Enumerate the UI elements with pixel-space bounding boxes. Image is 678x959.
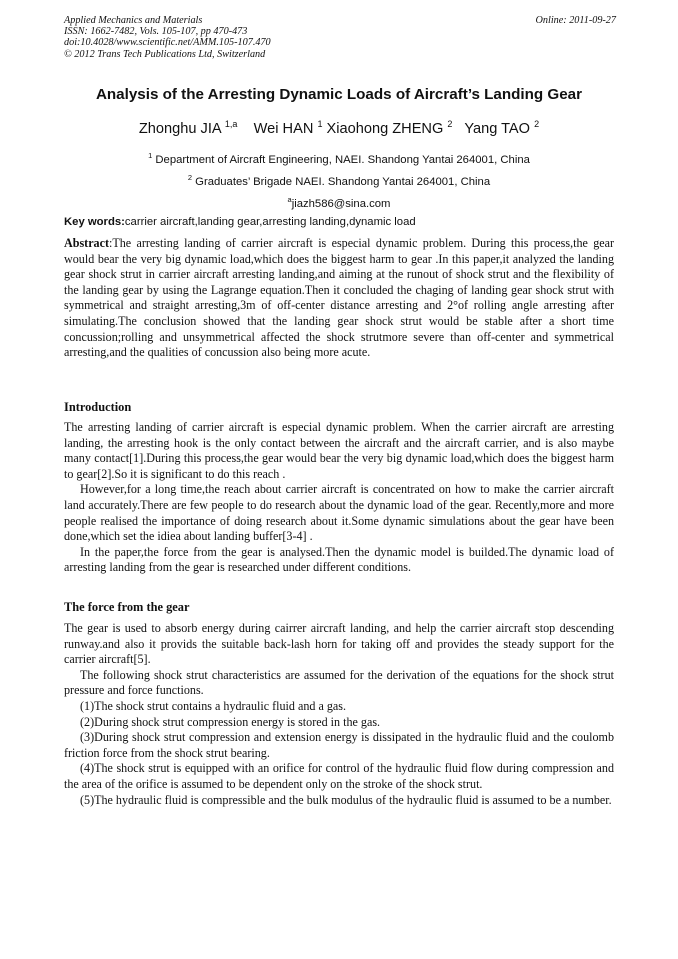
paragraph: The gear is used to absorb energy during cairrer aircraft landing, and help the carrier aircraft stop descending runway.and also it provids the suitable back-lash horn for taking off and provides the steady support for the carrier aircraft[5]. xyxy=(64,621,614,667)
assumption-item: (1)The shock strut contains a hydraulic fluid and a gas. xyxy=(80,698,346,713)
paragraph: The following shock strut characteristics are assumed for the derivation of the equations for the shock strut pressure and force functions. xyxy=(64,667,614,698)
author-name: Zhonghu JIA xyxy=(138,121,221,137)
assumption-item: (2)During shock strut compression energy is stored in the gas. xyxy=(80,714,381,729)
journal-name: Applied Mechanics and Materials xyxy=(64,15,203,26)
author-name: Wei HAN xyxy=(253,121,314,137)
paper-title: Analysis of the Arresting Dynamic Loads of Aircraft’s Landing Gear xyxy=(95,86,583,103)
assumption-item: (4)The shock strut is equipped with an orifice for control of the hydraulic fluid flow during compression and the area of the orifice is assumed to be dependent only on the stroke of the shock strut. xyxy=(64,761,614,791)
online-date: Online: 2011-09-27 xyxy=(535,15,616,26)
force-section-body xyxy=(64,621,614,808)
assumption-item: (5)The hydraulic fluid is compressible and the bulk modulus of the hydraulic fluid is assumed to be a number. xyxy=(80,792,612,807)
keywords-label: Key words: xyxy=(64,216,125,228)
force-section-heading: The force from the gear xyxy=(64,600,190,614)
paragraph: The arresting landing of carrier aircraft is especial dynamic problem. When the carrier aircraft are arresting landing, the arresting hook is the only contact between the aircraft and the aircraft carrier, and is also maybe many contact[1].During this process,the gear would bear the very big dynamic load,which does the biggest harm to gear[2].So it is significant to do this reach . xyxy=(64,420,614,481)
affiliation-mark: 1 xyxy=(148,151,153,160)
assumption-item: (3)During shock strut compression and extension energy is dissipated in the hydraulic fluid and the coulomb friction force from the shock strut bearing. xyxy=(64,730,614,760)
abstract xyxy=(64,236,614,361)
author-affiliation-mark: 1 xyxy=(317,119,323,129)
keywords-text: carrier aircraft,landing gear,arresting landing,dynamic load xyxy=(124,216,416,228)
publication-header xyxy=(64,15,616,60)
copyright-line: © 2012 Trans Tech Publications Ltd, Switzerland xyxy=(64,48,266,60)
introduction-heading: Introduction xyxy=(64,400,132,414)
author-affiliation-mark: 2 xyxy=(447,119,453,129)
email-mark: a xyxy=(287,195,292,204)
abstract-label: Abstract xyxy=(64,236,110,250)
paragraph: However,for a long time,the reach about carrier aircraft is concentrated on how to make the carrier aircraft land accurately.There are few people to do research about the dynamic load of the gear. Recently,more and more people realised the importance of doing research about it.Some dynamic simulations about the gear have been done,which set the idiea about landing buffer[3-4] . xyxy=(64,482,614,544)
author-email xyxy=(40,195,638,210)
doi-line: doi:10.4028/www.scientific.net/AMM.105-107.470 xyxy=(64,37,271,49)
affiliation-text: Graduates’ Brigade NAEI. Shandong Yantai 264001, China xyxy=(195,176,491,188)
affiliation-mark: 2 xyxy=(187,173,193,182)
author-name: Xiaohong ZHENG xyxy=(326,121,444,137)
introduction-body xyxy=(64,420,614,576)
affiliation-1 xyxy=(40,151,638,166)
author-affiliation-mark: 1,a xyxy=(224,119,238,129)
paragraph: In the paper,the force from the gear is analysed.Then the dynamic model is builded.The dynamic load of arresting landing from the gear is researched under different conditions. xyxy=(64,544,614,575)
author-name: Yang TAO xyxy=(464,121,531,137)
affiliation-text: Department of Aircraft Engineering, NAEI. Shandong Yantai 264001, China xyxy=(155,154,530,166)
author-list xyxy=(40,119,638,137)
affiliation-2 xyxy=(40,173,638,188)
issn-line: ISSN: 1662-7482, Vols. 105-107, pp 470-473 xyxy=(64,26,248,38)
abstract-text: :The arresting landing of carrier aircraft is especial dynamic problem. During this process,the gear would bear the very big dynamic load,which does the biggest harm to gear .In this paper,it analyzed the landing gear shock strut in carrier aircraft arresting landing,and aiming at the runout of shock strut and the flexibility of the landing gear by using the Lagrange equation.Then it concluded the chaging of landing gear shock strut with symmetrical and straight arresting,3m of off-center distance arresting and 2°of rolling angle arresting after simulating.The conclusion showed that the landing gear shock strut would be stable after a short time concussion;rolling and unsymmetrical affected the shock strutmore severe than off-center and symmetrical arresting,and the qualities of concussion also being more acute. xyxy=(64,236,614,360)
email-address: jiazh586@sina.com xyxy=(291,198,391,210)
keywords xyxy=(64,216,624,228)
author-affiliation-mark: 2 xyxy=(534,119,540,129)
